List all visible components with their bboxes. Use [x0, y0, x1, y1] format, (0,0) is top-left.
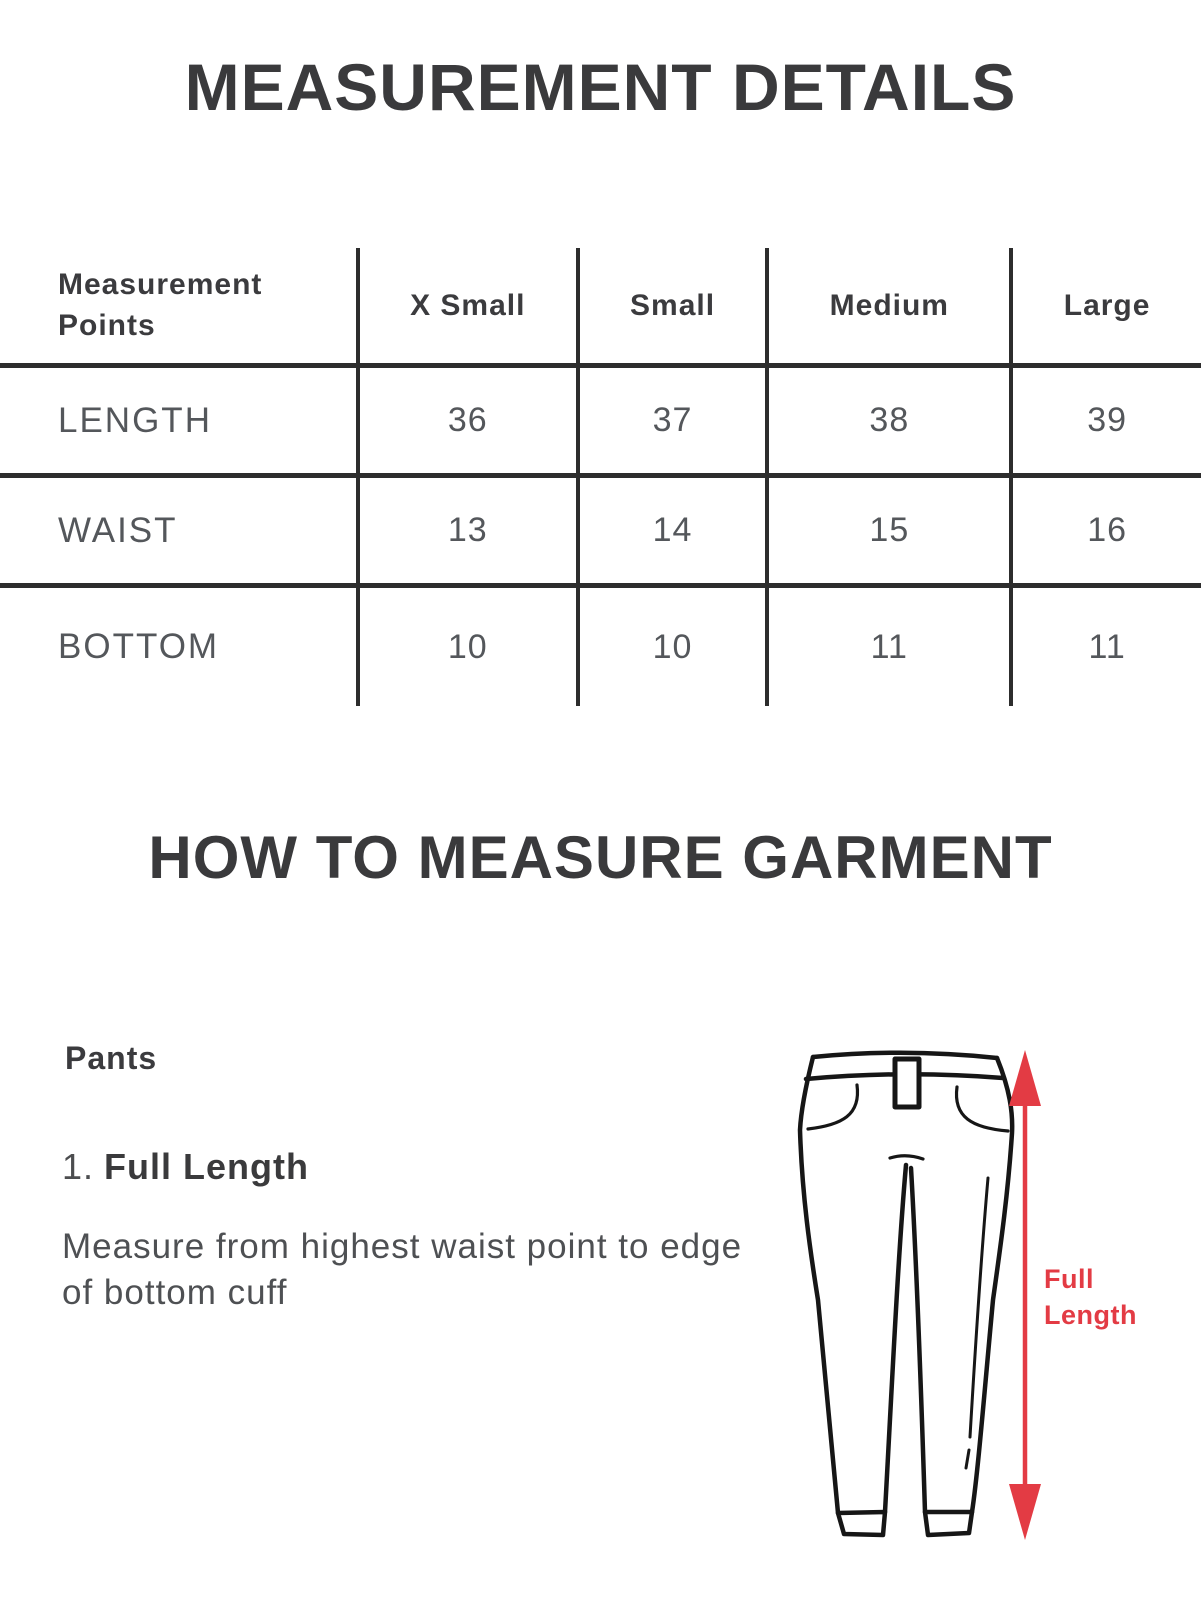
table-row-waist — [0, 476, 1201, 586]
full-length-label: Full Length — [1044, 1264, 1137, 1330]
table-row-bottom — [0, 586, 1201, 707]
row-label-bottom: BOTTOM — [0, 586, 358, 707]
cell-length-small: 37 — [578, 366, 768, 476]
step-title: Full Length — [104, 1146, 309, 1187]
cell-bottom-small: 10 — [578, 586, 768, 707]
cell-waist-x-small: 13 — [358, 476, 578, 586]
cell-length-medium: 38 — [767, 366, 1011, 476]
cell-waist-small: 14 — [578, 476, 768, 586]
table-row-length — [0, 366, 1201, 476]
step-number: 1. — [62, 1146, 95, 1187]
step-description: Measure from highest waist point to edge of bottom cuff — [62, 1227, 743, 1313]
cell-bottom-medium: 11 — [767, 586, 1011, 707]
pants-outline-icon — [780, 1035, 1020, 1545]
cell-length-large: 39 — [1011, 366, 1201, 476]
full-length-arrow-icon — [1004, 1048, 1046, 1542]
cell-bottom-large: 11 — [1088, 627, 1126, 666]
row-label-length: LENGTH — [0, 366, 358, 476]
column-header-measurement-points: Measurement Points — [0, 248, 358, 366]
column-header-x-small: X Small — [358, 248, 578, 366]
column-header-small: Small — [578, 248, 768, 366]
row-label-waist: WAIST — [0, 476, 358, 586]
cell-bottom-x-small: 10 — [358, 586, 578, 707]
page-title: MEASUREMENT DETAILS — [184, 50, 1017, 124]
column-header-medium: Medium — [767, 248, 1011, 366]
section-title: HOW TO MEASURE GARMENT — [148, 824, 1053, 891]
garment-name: Pants — [65, 1040, 158, 1076]
cell-waist-large: 16 — [1011, 476, 1201, 586]
cell-length-x-small: 36 — [358, 366, 578, 476]
column-header-large: Large — [1011, 248, 1201, 366]
cell-waist-medium: 15 — [767, 476, 1011, 586]
table-header-row — [0, 248, 1201, 366]
measurement-table — [0, 248, 1201, 706]
step-heading — [62, 1146, 309, 1188]
